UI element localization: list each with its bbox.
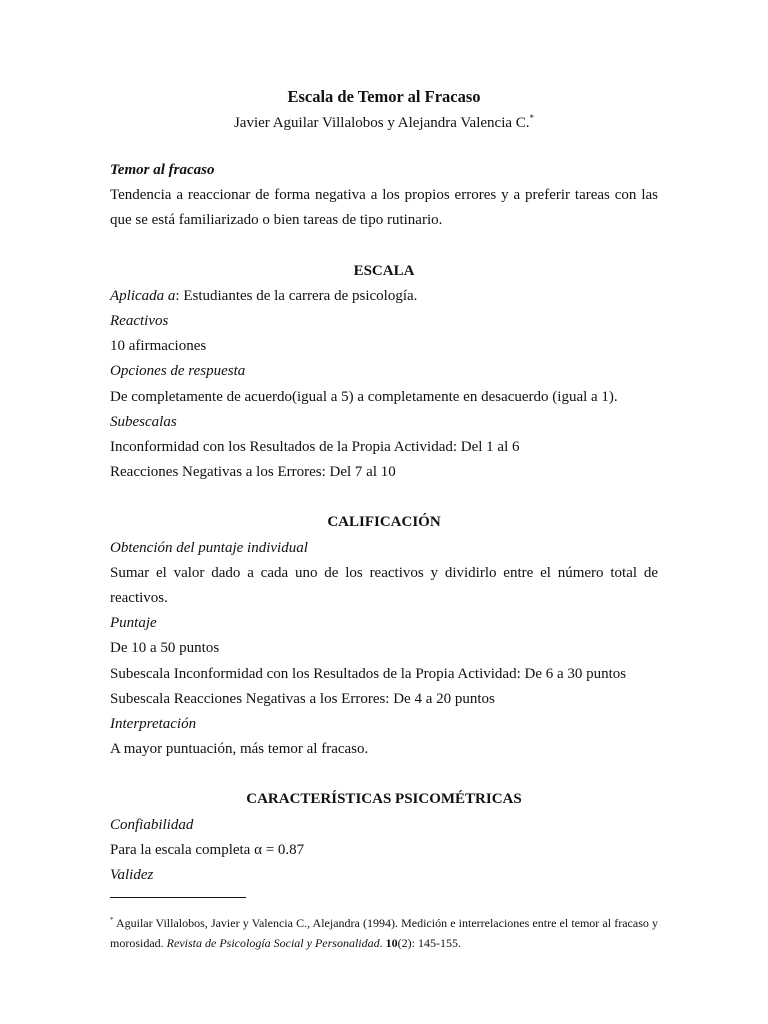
puntaje-item: Subescala Reacciones Negativas a los Errores: De 4 a 20 puntos (110, 690, 495, 707)
footnote-journal: Revista de Psicología Social y Personalidad (166, 936, 380, 950)
opciones-value: De completamente de acuerdo(igual a 5) a completamente en desacuerdo (igual a 1). (110, 388, 618, 405)
footnote-sep: . (379, 936, 386, 950)
calificacion-heading: CALIFICACIÓN (327, 514, 441, 531)
footnote-volume: 10 (385, 936, 398, 950)
document-body (110, 86, 658, 888)
authors-footnote-mark: * (529, 113, 535, 123)
footnote-divider (110, 897, 246, 898)
footnote-citation: Aguilar Villalobos, Javier y Valencia C., Alejandra (1994). Medición e interrelaciones entre el temor al fracaso y morosidad. (110, 916, 658, 950)
puntaje-label: Puntaje (110, 615, 157, 632)
reactivos-value: 10 afirmaciones (110, 338, 207, 355)
obtencion-value: Sumar el valor dado a cada uno de los reactivos y dividirlo entre el número total de reactivos. (110, 564, 658, 607)
subescala-item: Inconformidad con los Resultados de la Propia Actividad: Del 1 al 6 (110, 439, 520, 456)
aplicada-value: : Estudiantes de la carrera de psicología. (175, 287, 418, 304)
reactivos-label: Reactivos (110, 313, 169, 330)
validez-label: Validez (110, 867, 154, 884)
footnote (110, 913, 658, 953)
escala-heading: ESCALA (353, 262, 415, 279)
aplicada-line (110, 284, 658, 309)
interpretacion-value: A mayor puntuación, más temor al fracaso. (110, 741, 369, 758)
footnote-pages: (2): 145-155. (397, 936, 461, 950)
puntaje-item: De 10 a 50 puntos (110, 640, 220, 657)
confiabilidad-value: Para la escala completa α = 0.87 (110, 841, 305, 858)
confiabilidad-label: Confiabilidad (110, 816, 194, 833)
puntaje-item: Subescala Inconformidad con los Resultados de la Propia Actividad: De 6 a 30 puntos (110, 665, 627, 682)
definition-heading: Temor al fracaso (110, 162, 215, 178)
authors-line (110, 112, 658, 134)
page-title: Escala de Temor al Fracaso (287, 87, 481, 106)
subescalas-label: Subescalas (110, 413, 177, 430)
aplicada-label: Aplicada a (110, 287, 176, 304)
opciones-label: Opciones de respuesta (110, 363, 246, 380)
footnote-mark: * (110, 916, 114, 924)
subescala-item: Reacciones Negativas a los Errores: Del 7 al 10 (110, 464, 396, 481)
definition-text: Tendencia a reaccionar de forma negativa a los propios errores y a preferir tareas con las que se está familiarizado o bien tareas de tipo rutinario. (110, 187, 658, 229)
psicometricas-heading: CARACTERÍSTICAS PSICOMÉTRICAS (246, 791, 522, 808)
authors-text: Javier Aguilar Villalobos y Alejandra Valencia C. (233, 115, 530, 131)
obtencion-label: Obtención del puntaje individual (110, 539, 308, 556)
interpretacion-label: Interpretación (110, 716, 197, 733)
